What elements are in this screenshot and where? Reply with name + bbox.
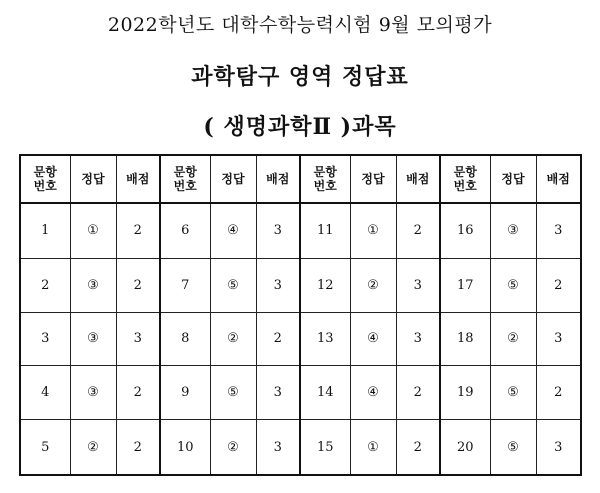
score-cell: 3: [536, 312, 581, 366]
score-cell: 2: [536, 258, 581, 312]
answer-cell: ③: [70, 258, 116, 312]
table-row: [20, 366, 581, 420]
question-number-cell: 6: [160, 203, 210, 258]
answer-cell: ②: [350, 258, 396, 312]
answer-cell: ③: [70, 366, 116, 420]
score-cell: 3: [256, 258, 300, 312]
answer-header: 정답: [490, 155, 536, 203]
sheet-title: 과학탐구 영역 정답표: [191, 64, 409, 90]
question-number-cell: 17: [440, 258, 490, 312]
score-cell: 2: [536, 366, 581, 420]
question-number-cell: 5: [20, 420, 70, 475]
question-number-header: 문항 번호: [300, 155, 350, 203]
question-number-cell: 12: [300, 258, 350, 312]
table-row: [20, 420, 581, 475]
question-number-cell: 10: [160, 420, 210, 475]
score-header: 배점: [116, 155, 160, 203]
answer-cell: ②: [490, 312, 536, 366]
answer-cell: ①: [350, 420, 396, 475]
question-number-cell: 2: [20, 258, 70, 312]
question-number-cell: 11: [300, 203, 350, 258]
score-cell: 2: [396, 366, 440, 420]
answer-cell: ④: [350, 312, 396, 366]
table-row: [20, 258, 581, 312]
header-row: [20, 155, 581, 203]
answer-header: 정답: [210, 155, 256, 203]
question-number-cell: 7: [160, 258, 210, 312]
score-cell: 2: [116, 203, 160, 258]
answer-header: 정답: [350, 155, 396, 203]
exam-title: 2022학년도 대학수학능력시험 9월 모의평가: [107, 14, 493, 36]
answer-cell: ①: [350, 203, 396, 258]
answer-cell: ③: [70, 312, 116, 366]
score-cell: 3: [256, 366, 300, 420]
score-cell: 2: [396, 203, 440, 258]
subject-title: ( 생명과학Ⅱ )과목: [203, 114, 397, 140]
question-number-cell: 18: [440, 312, 490, 366]
answer-cell: ②: [210, 312, 256, 366]
score-cell: 3: [536, 420, 581, 475]
answer-cell: ②: [210, 420, 256, 475]
score-cell: 3: [396, 258, 440, 312]
table-row: [20, 312, 581, 366]
score-cell: 2: [256, 312, 300, 366]
answer-table: [19, 154, 582, 476]
question-number-cell: 9: [160, 366, 210, 420]
score-cell: 3: [536, 203, 581, 258]
score-cell: 3: [396, 312, 440, 366]
score-cell: 2: [116, 258, 160, 312]
question-number-cell: 13: [300, 312, 350, 366]
answer-cell: ③: [490, 203, 536, 258]
question-number-cell: 14: [300, 366, 350, 420]
answer-cell: ⑤: [490, 420, 536, 475]
answer-cell: ④: [210, 203, 256, 258]
question-number-cell: 8: [160, 312, 210, 366]
score-cell: 2: [396, 420, 440, 475]
table-row: [20, 203, 581, 258]
score-cell: 3: [256, 203, 300, 258]
answer-cell: ④: [350, 366, 396, 420]
answer-cell: ⑤: [210, 258, 256, 312]
score-header: 배점: [396, 155, 440, 203]
question-number-cell: 4: [20, 366, 70, 420]
question-number-cell: 20: [440, 420, 490, 475]
answer-cell: ①: [70, 203, 116, 258]
score-cell: 3: [256, 420, 300, 475]
answer-cell: ⑤: [490, 366, 536, 420]
question-number-cell: 16: [440, 203, 490, 258]
question-number-cell: 1: [20, 203, 70, 258]
question-number-header: 문항 번호: [440, 155, 490, 203]
answer-cell: ⑤: [210, 366, 256, 420]
question-number-cell: 19: [440, 366, 490, 420]
score-header: 배점: [536, 155, 581, 203]
question-number-cell: 3: [20, 312, 70, 366]
answer-cell: ⑤: [490, 258, 536, 312]
answer-cell: ②: [70, 420, 116, 475]
question-number-cell: 15: [300, 420, 350, 475]
score-cell: 2: [116, 420, 160, 475]
score-cell: 3: [116, 312, 160, 366]
answer-header: 정답: [70, 155, 116, 203]
score-header: 배점: [256, 155, 300, 203]
score-cell: 2: [116, 366, 160, 420]
question-number-header: 문항 번호: [160, 155, 210, 203]
question-number-header: 문항 번호: [20, 155, 70, 203]
